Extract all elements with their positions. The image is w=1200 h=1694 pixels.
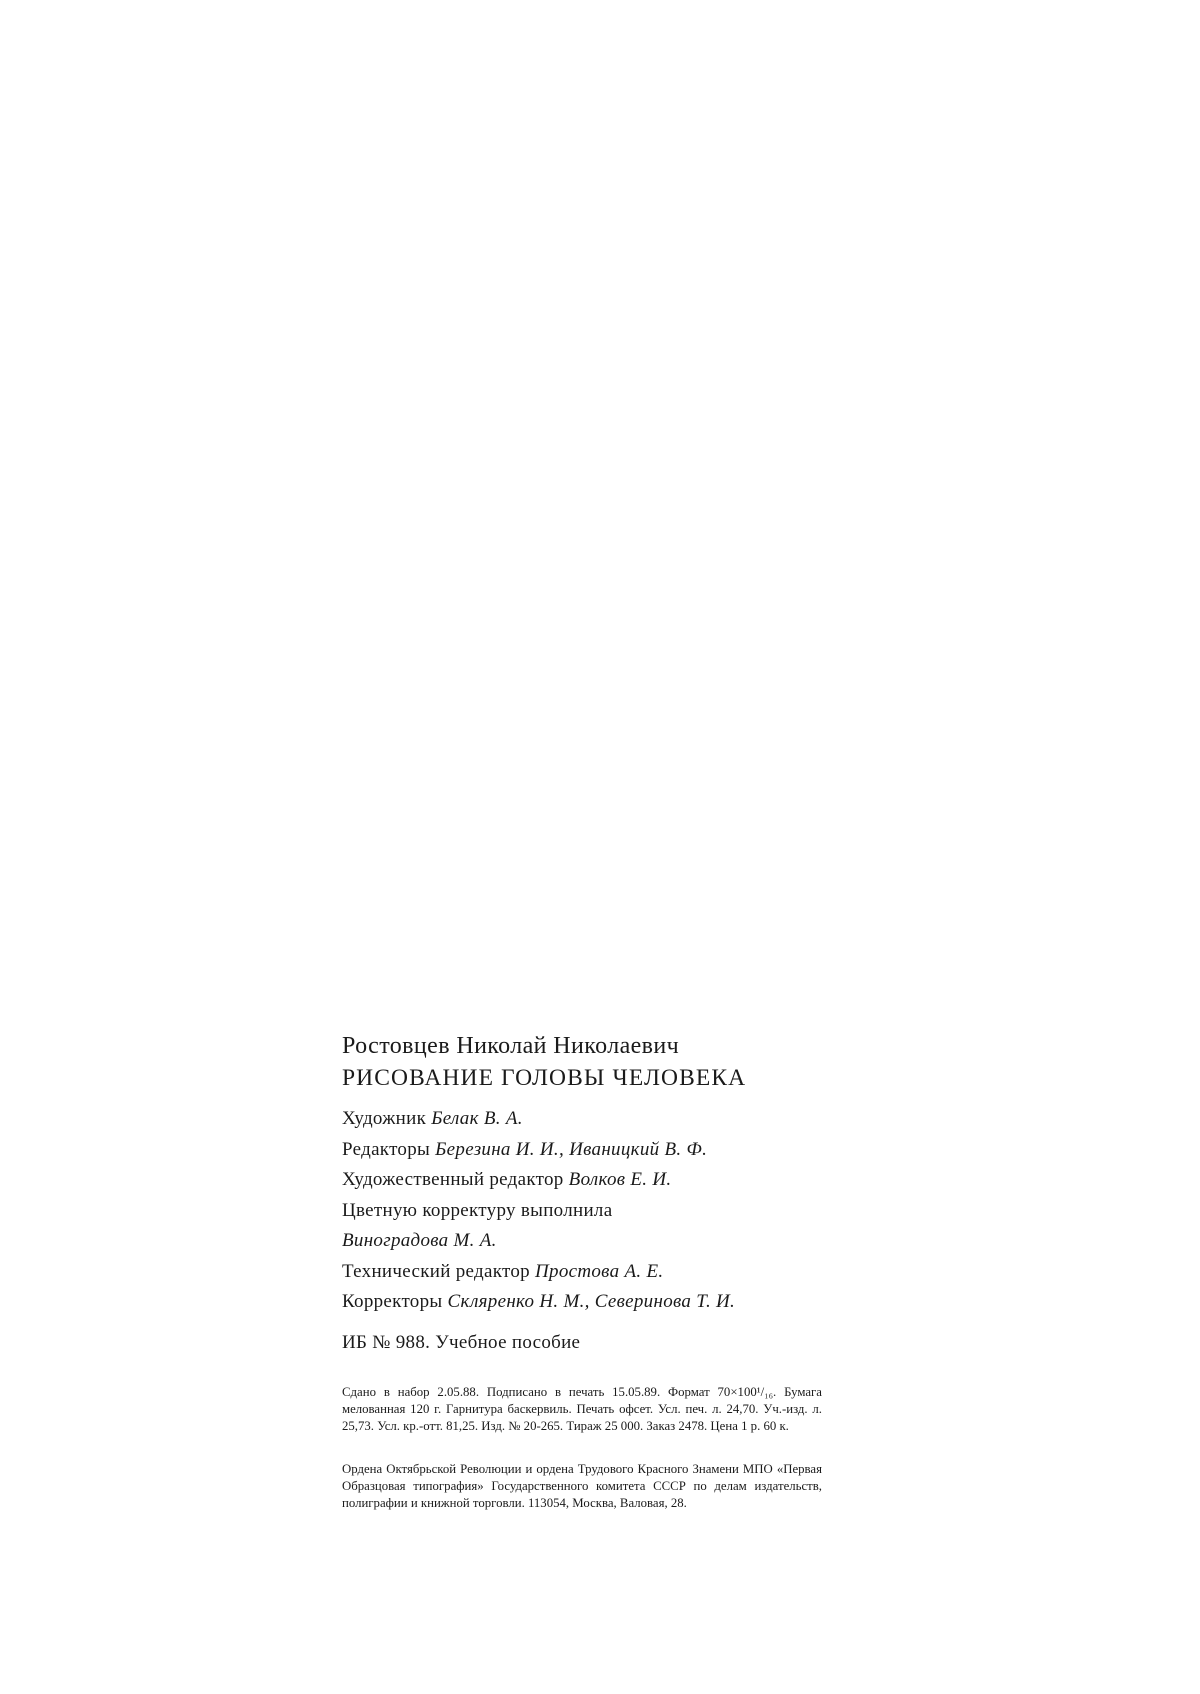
ib-number-line: ИБ № 988. Учебное пособие: [342, 1331, 581, 1353]
credit-role: Художественный редактор: [342, 1169, 564, 1190]
credit-names: Волков Е. И.: [568, 1169, 672, 1190]
book-title: РИСОВАНИЕ ГОЛОВЫ ЧЕЛОВЕКА: [342, 1065, 747, 1091]
credit-names: Березина И. И., Иваницкий В. Ф.: [435, 1138, 708, 1160]
credit-line-art-editor: [342, 1165, 822, 1196]
credit-role: Художник: [342, 1108, 427, 1129]
credit-line-artist: [342, 1104, 822, 1135]
credit-names: Виноградова М. А.: [342, 1230, 497, 1251]
credit-role: Редакторы: [342, 1138, 431, 1160]
author-name: Ростовцев Николай Николаевич: [342, 1033, 680, 1059]
credit-role: Технический редактор: [342, 1260, 530, 1282]
credit-role: Корректоры: [342, 1291, 443, 1312]
credit-role: Цветную корректуру выполнила: [342, 1199, 613, 1221]
imprint-block: [342, 1030, 822, 1512]
credit-line-proofreaders: [342, 1287, 822, 1318]
printing-plant-info: Ордена Октябрьской Революции и ордена Трудового Красного Знамени МПО «Первая Образцовая типография» Государственного комитета СССР по делам издательств, полиграфии и книжной торговли. 113054, Москва, Валовая, 28.: [342, 1461, 822, 1510]
credit-line-technical-editor: [342, 1257, 822, 1288]
credit-names: Простова А. Е.: [535, 1260, 664, 1282]
credit-line-color-proofing-name: [342, 1226, 822, 1257]
credit-names: Скляренко Н. М., Северинова Т. И.: [447, 1291, 736, 1312]
credit-line-color-proofing: [342, 1196, 822, 1227]
credit-names: Белак В. А.: [431, 1108, 523, 1129]
credit-line-editors: [342, 1135, 822, 1166]
printing-details: Сдано в набор 2.05.88. Подписано в печать 15.05.89. Формат 70×100¹/₁₆. Бумага мелованная 120 г. Гарнитура баскервиль. Печать офсет. Усл. печ. л. 24,70. Уч.-изд. л. 25,73. Усл. кр.-отт. 81,25. Изд. № 20-265. Тираж 25 000. Заказ 2478. Цена 1 р. 60 к.: [342, 1384, 822, 1433]
